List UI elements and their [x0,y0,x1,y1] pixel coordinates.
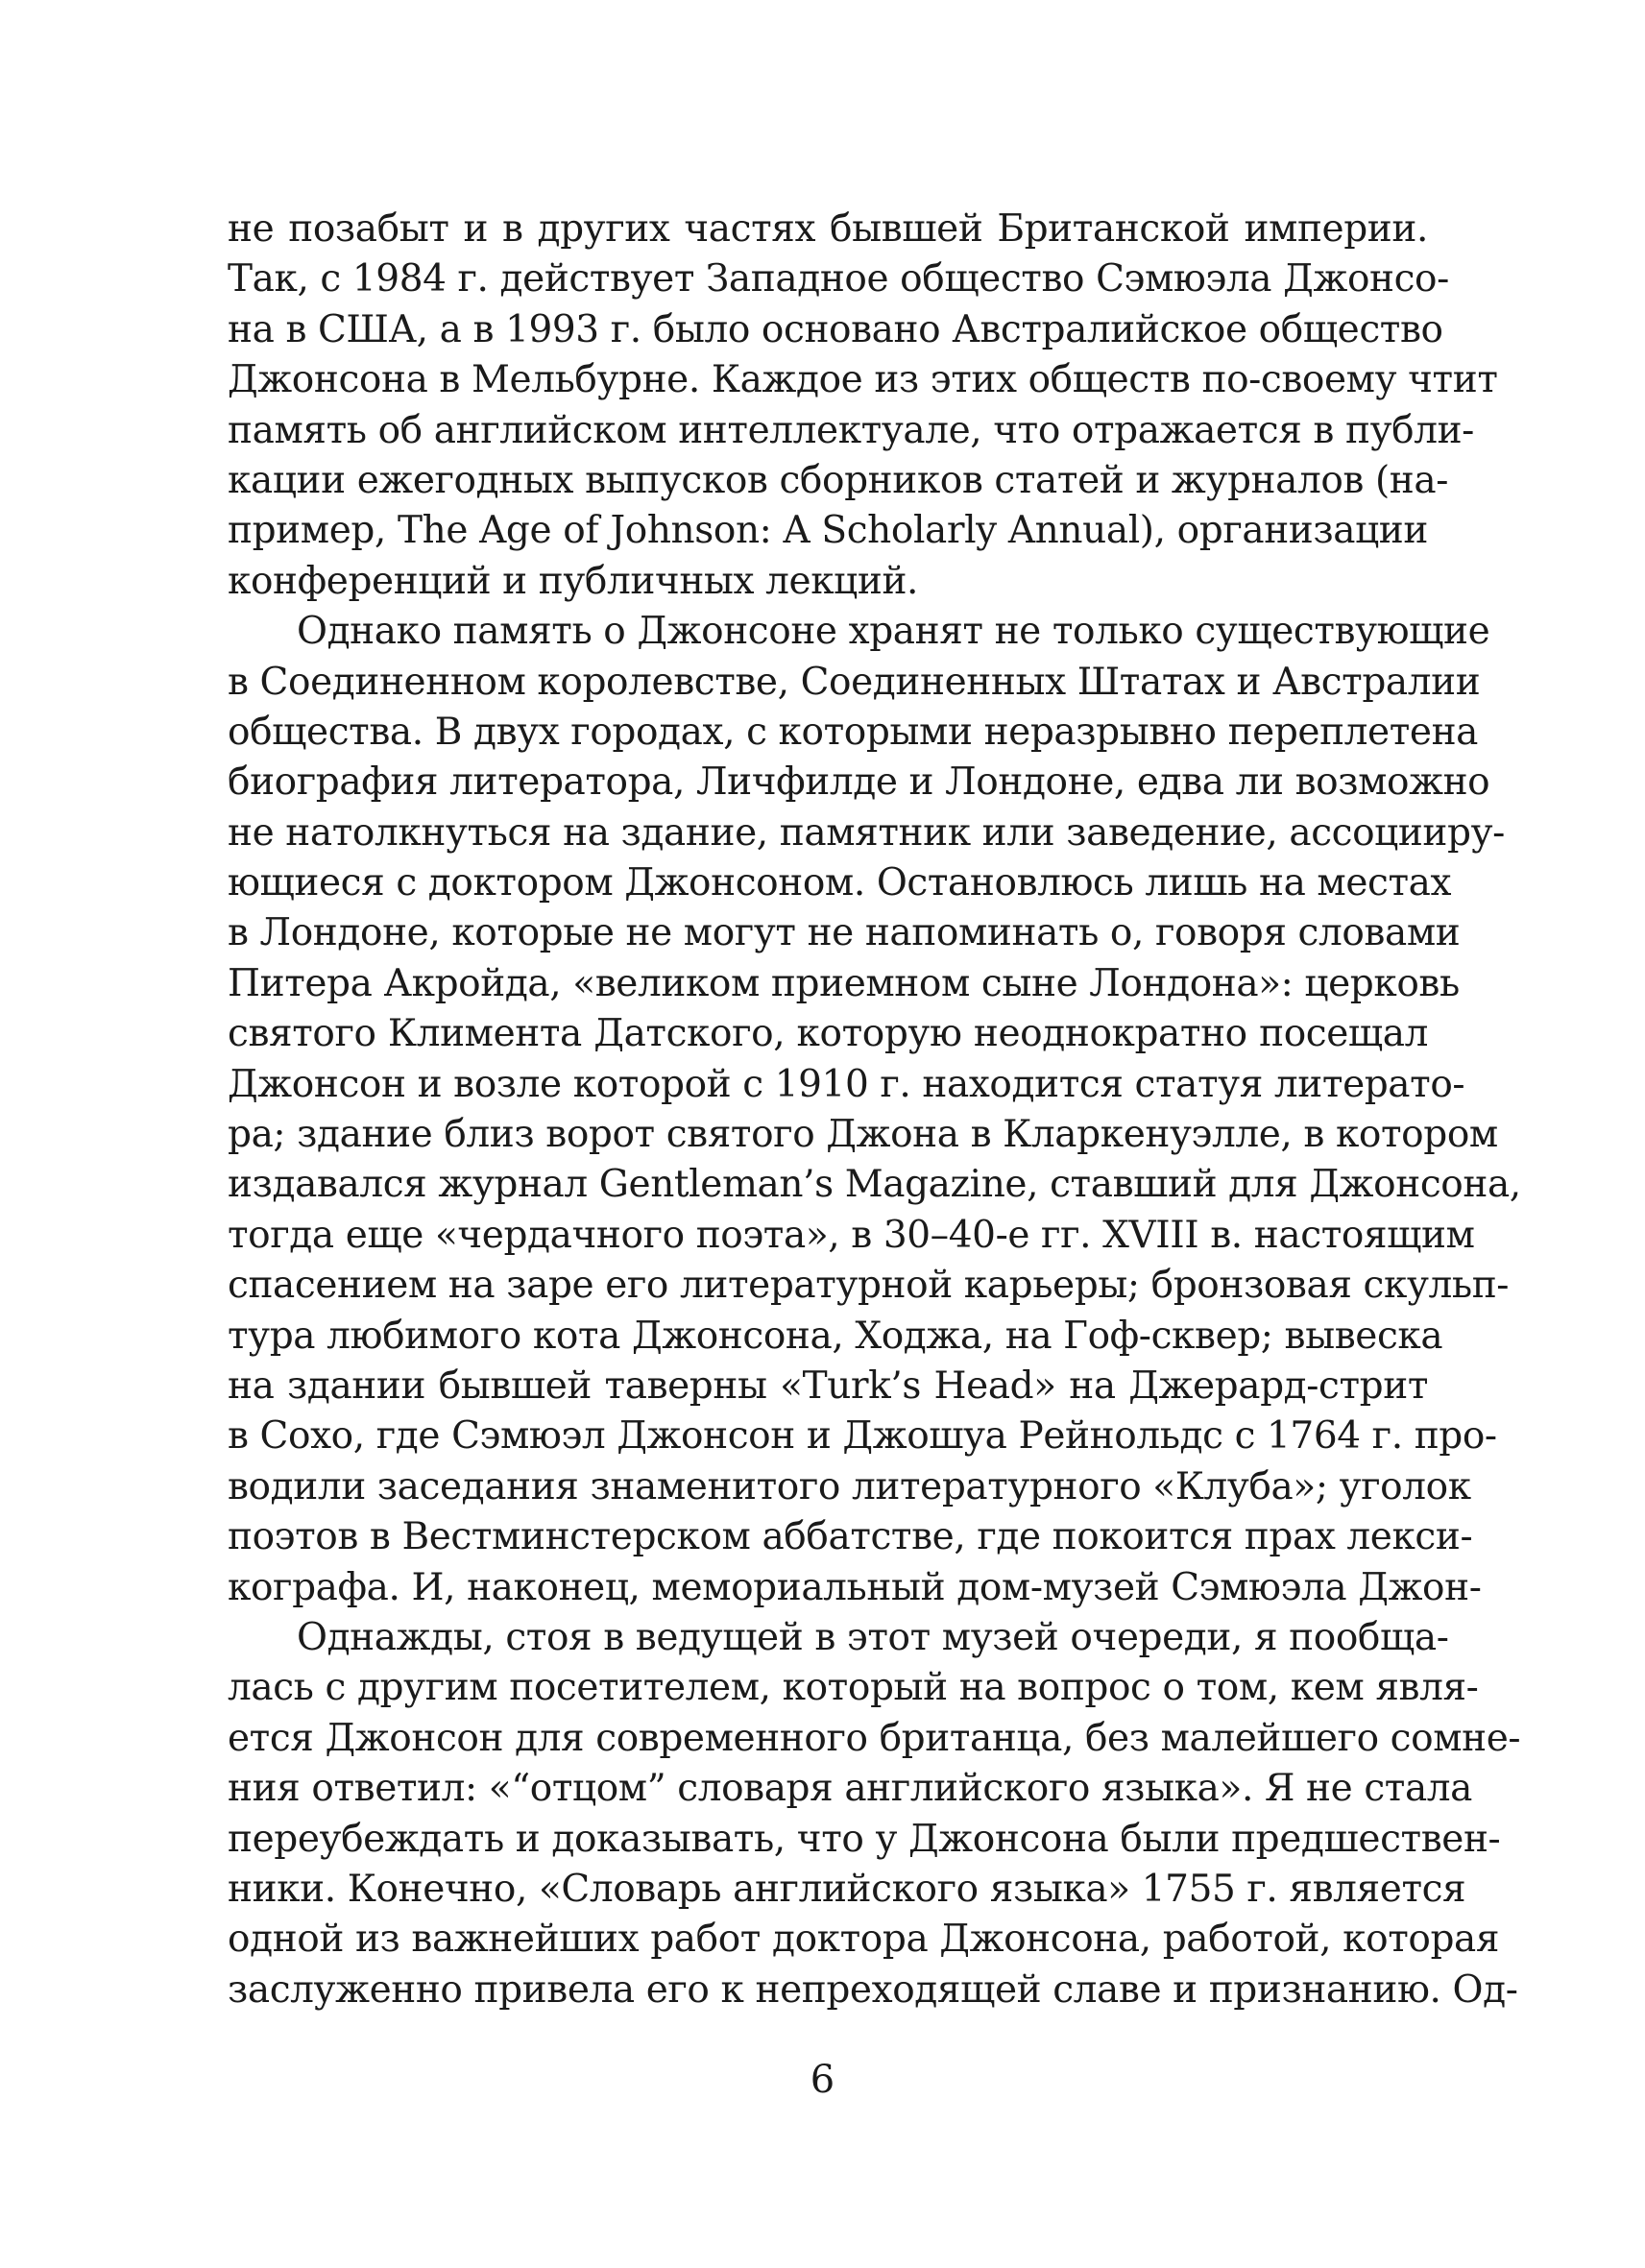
text-line: память об английском интеллектуале, что отражается в публи- [228,408,1474,452]
text-line: Питера Акройда, «великом приемном сыне Лондона»: церковь [228,961,1460,1005]
text-line: кографа. И, наконец, мемориальный дом-музей Сэмюэла Джон- [228,1565,1482,1609]
paragraph [228,1613,1521,2015]
text-line: в Сохо, где Сэмюэл Джонсон и Джошуа Рейнольдс с 1764 г. про- [228,1414,1497,1459]
text-line: одной из важнейших работ доктора Джонсона, работой, которая [228,1918,1500,1962]
paragraph [228,607,1521,1613]
text-line: конференций и публичных лекций. [228,559,919,603]
text-line: тогда еще «чердачного поэта», в 30–40-е гг. XVIII в. настоящим [228,1213,1475,1257]
text-line: ется Джонсон для современного британца, без малейшего сомне- [228,1716,1521,1760]
text-line: не натолкнуться на здание, памятник или заведение, ассоцииру- [228,810,1505,855]
text-line: переубеждать и доказывать, что у Джонсона были предшествен- [228,1817,1501,1861]
text-line: ющиеся с доктором Джонсоном. Остановлюсь лишь на местах [228,861,1452,905]
text-line: Однако память о Джонсоне хранят не только существующие [297,610,1490,654]
text-line: поэтов в Вестминстерском аббатстве, где покоится прах лекси- [228,1515,1473,1559]
text-line: на здании бывшей таверны «Turk’s Head» на Джерард-стрит [228,1363,1428,1408]
text-line: лась с другим посетителем, который на вопрос о том, кем явля- [228,1666,1479,1710]
text-line: на в США, а в 1993 г. было основано Австралийское общество [228,307,1443,351]
text-line: заслуженно привела его к непреходящей славе и признанию. Од- [228,1967,1518,2012]
text-line: кации ежегодных выпусков сборников статей и журналов (на- [228,458,1449,502]
text-line: издавался журнал Gentleman’s Magazine, ставший для Джонсона, [228,1163,1521,1207]
text-line: не позабыт и в других частях бывшей Британской империи. [228,207,1428,251]
text-line: святого Климента Датского, которую неоднократно посещал [228,1012,1428,1056]
text-line: общества. В двух городах, с которыми неразрывно переплетена [228,710,1479,754]
text-line: ники. Конечно, «Словарь английского языка» 1755 г. является [228,1867,1466,1911]
page-body [228,205,1521,2015]
page-number: 6 [810,2058,835,2102]
text-line: тура любимого кота Джонсона, Ходжа, на Гоф-сквер; вывеска [228,1314,1443,1358]
text-line: биография литератора, Личфилде и Лондоне, едва ли возможно [228,760,1490,805]
text-line: ра; здание близ ворот святого Джона в Кларкенуэлле, в котором [228,1113,1498,1157]
text-line: ния ответил: «“отцом” словаря английского языка». Я не стала [228,1767,1473,1811]
text-line: в Соединенном королевстве, Соединенных Штатах и Австралии [228,660,1481,704]
text-line: пример, The Age of Johnson: A Scholarly Annual), организации [228,509,1428,553]
text-line: Однажды, стоя в ведущей в этот музей очереди, я пообща- [297,1615,1449,1659]
text-line: в Лондоне, которые не могут не напоминать о, говоря словами [228,911,1461,955]
text-line: Так, с 1984 г. действует Западное общество Сэмюэла Джонсо- [228,257,1449,302]
text-line: водили заседания знаменитого литературного «Клуба»; уголок [228,1464,1471,1508]
text-line: спасением на заре его литературной карьеры; бронзовая скульп- [228,1264,1510,1308]
paragraph [228,205,1498,607]
text-line: Джонсон и возле которой с 1910 г. находится статуя литерато- [228,1062,1465,1106]
text-line: Джонсона в Мельбурне. Каждое из этих обществ по-своему чтит [228,358,1498,402]
